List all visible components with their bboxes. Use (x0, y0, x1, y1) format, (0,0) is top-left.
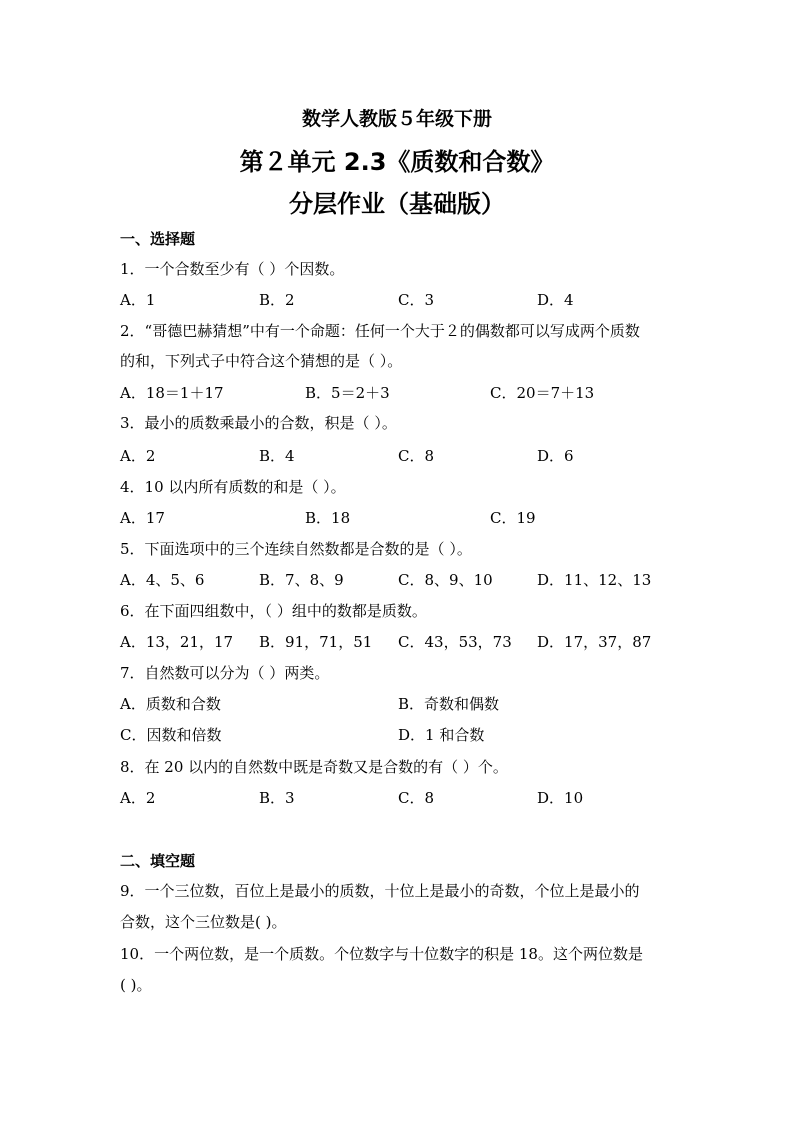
question-5: 5．下面选项中的三个连续自然数都是合数的是（ ）。 (120, 540, 472, 558)
q2-option-b: B．5＝2＋3 (305, 384, 390, 402)
q7-option-a: A．质数和合数 (120, 695, 221, 713)
question-2-line-1: 2．“哥德巴赫猜想”中有一个命题：任何一个大于２的偶数都可以写成两个质数 (120, 322, 640, 340)
q5-option-a: A．4、5、6 (120, 571, 205, 589)
q1-option-c: C．3 (398, 291, 435, 309)
q3-option-c: C．8 (398, 447, 435, 465)
question-9-line-1: 9．一个三位数，百位上是最小的质数，十位上是最小的奇数，个位上是最小的 (120, 882, 640, 900)
question-10-line-2: ( )。 (120, 976, 152, 994)
q3-option-b: B．4 (259, 447, 295, 465)
question-2-line-2: 的和，下列式子中符合这个猜想的是（ ）。 (120, 352, 403, 370)
q6-option-b: B．91，71，51 (259, 633, 373, 651)
question-1: 1．一个合数至少有（ ）个因数。 (120, 260, 345, 278)
q6-option-a: A．13，21，17 (120, 633, 234, 651)
worksheet-subtitle: 分层作业（基础版） (289, 190, 505, 218)
section-fill-in-title: 二、填空题 (120, 852, 196, 870)
q2-option-c: C．20＝7＋13 (490, 384, 595, 402)
section-multiple-choice-title: 一、选择题 (120, 230, 196, 248)
question-3: 3．最小的质数乘最小的合数，积是（ ）。 (120, 414, 397, 432)
q5-option-d: D．11、12、13 (537, 571, 652, 589)
question-9-line-2: 合数，这个三位数是( )。 (120, 913, 287, 931)
q4-option-c: C．19 (490, 509, 536, 527)
q2-option-a: A．18＝1＋17 (120, 384, 224, 402)
q6-option-d: D．17，37，87 (537, 633, 652, 651)
question-8: 8．在 20 以内的自然数中既是奇数又是合数的有（ ）个。 (120, 758, 508, 776)
q4-option-b: B．18 (305, 509, 351, 527)
q5-option-b: B．7、8、9 (259, 571, 344, 589)
q8-option-d: D．10 (537, 789, 584, 807)
question-4: 4．10 以内所有质数的和是（ ）。 (120, 478, 346, 496)
q8-option-c: C．8 (398, 789, 435, 807)
question-7: 7．自然数可以分为（ ）两类。 (120, 664, 330, 682)
q8-option-a: A．2 (120, 789, 156, 807)
q3-option-d: D．6 (537, 447, 574, 465)
q7-option-d: D．1 和合数 (398, 726, 485, 744)
unit-title: 第２单元 2.3《质数和合数》 (239, 148, 555, 176)
q8-option-b: B．3 (259, 789, 295, 807)
q7-option-c: C．因数和倍数 (120, 726, 222, 744)
q7-option-b: B．奇数和偶数 (398, 695, 500, 713)
document-title: 数学人教版５年级下册 (301, 108, 492, 130)
q5-option-c: C．8、9、10 (398, 571, 493, 589)
question-6: 6．在下面四组数中，（ ）组中的数都是质数。 (120, 602, 427, 620)
question-10-line-1: 10．一个两位数，是一个质数。个位数字与十位数字的积是 18。这个两位数是 (120, 945, 643, 963)
q6-option-c: C．43，53，73 (398, 633, 512, 651)
q1-option-d: D．4 (537, 291, 574, 309)
q4-option-a: A．17 (120, 509, 165, 527)
q3-option-a: A．2 (120, 447, 156, 465)
q1-option-a: A．1 (120, 291, 156, 309)
q1-option-b: B．2 (259, 291, 295, 309)
